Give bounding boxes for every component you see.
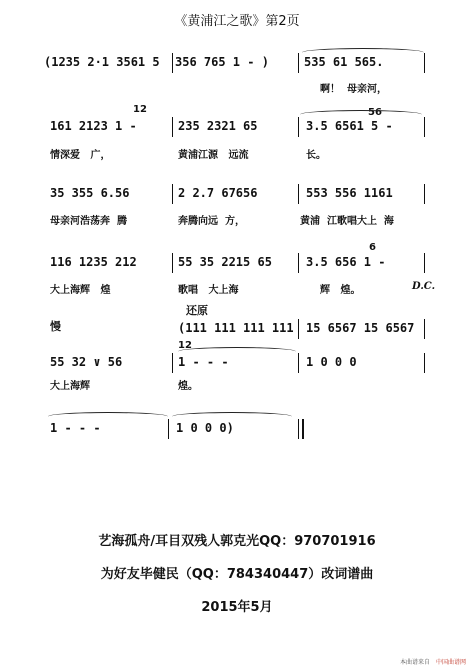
measure: 35 355 6.56 [50,186,130,200]
restore-marking: 还原 [186,304,208,317]
lyric-text: 黄浦 江歌唱大上 海 [300,216,394,227]
grace-note: 12 [178,340,192,351]
measure: 116 1235 212 [50,255,137,269]
lyric-row-3 [50,212,460,228]
barline [172,117,173,137]
staff-row-7 [0,418,474,438]
credit-line-1: 艺海孤舟/耳目双残人郭克光QQ：970701916 [98,534,376,549]
lyric-text: 奔腾向远 方， [178,216,245,227]
lyric-row-1 [50,80,460,96]
measure: (111 111 111 111 [178,321,294,335]
date-line: 2015年5月 [201,600,273,615]
lyric-text: 情深爱 广， [50,150,111,161]
lyric-text: 啊！ 母亲河， [320,84,387,95]
dc-mark: D.C. [412,281,436,292]
barline [172,253,173,273]
slur [178,347,296,356]
grace-note: 12 [133,104,147,115]
barline [424,253,425,273]
barline [172,53,173,73]
measure: 1 - - - [50,421,101,435]
lyric-row-4 [50,281,460,297]
slur [172,412,292,421]
measure: 356 765 1 - ) [175,55,269,69]
staff-row-3 [0,183,474,203]
barline [298,53,299,73]
measure: 235 2321 65 [178,119,258,133]
measure: (1235 2·1 3561 5 [44,55,160,69]
measure: 1 0 0 0) [176,421,234,435]
barline [172,184,173,204]
measure: 553 556 1161 [306,186,393,200]
lyric-text: 母亲河浩荡奔 腾 [50,216,127,227]
barline [298,353,299,373]
barline [424,319,425,339]
barline [298,319,299,339]
barline [424,353,425,373]
measure: 2 2.7 67656 [178,186,258,200]
slur [300,110,422,119]
barline [298,253,299,273]
measure: 15 6567 15 6567 [306,321,415,335]
measure: 3.5 6561 5 - [306,119,393,133]
grace-note: 56 [368,107,382,118]
measure: 161 2123 1 - [50,119,137,133]
lyric-text: 煌。 [178,381,198,392]
watermark [400,657,466,666]
measure: 1 - - - [178,355,229,369]
lyric-text: 黄浦江源 远流 [178,150,249,161]
lyric-row-6 [50,377,460,393]
credit-line-2: 为好友毕健民（QQ：784340447）改词谱曲 [100,567,374,582]
slur [48,412,168,421]
staff-row-2 [0,116,474,136]
grace-note: 6 [369,242,376,253]
watermark-brand: 中国曲谱网 [435,659,466,666]
barline [424,184,425,204]
final-barline [298,419,304,439]
watermark-text: 本曲谱来自 [400,659,431,666]
lyric-text: 歌唱 大上海 [178,285,239,296]
lyric-text: 大上海辉 [50,381,90,392]
lyric-text: 辉 煌。 [320,285,361,296]
barline [424,117,425,137]
page-title: 《黄浦江之歌》第2页 [174,14,300,29]
barline [298,184,299,204]
lyric-text: 大上海辉 煌 [50,285,111,296]
measure: 3.5 656 1 - [306,255,386,269]
staff-row-4 [0,252,474,272]
tempo-marking: 慢 [50,320,61,333]
lyric-row-2 [50,146,460,162]
barline [168,419,169,439]
measure: 535 61 565. [304,55,384,69]
barline [172,353,173,373]
measure: 1 0 0 0 [306,355,357,369]
staff-row-5 [0,318,474,338]
barline [424,53,425,73]
measure: 55 35 2215 65 [178,255,272,269]
slur [302,48,424,57]
lyric-text: 长。 [306,150,326,161]
measure: 55 32 ∨ 56 [50,355,123,369]
barline [298,117,299,137]
